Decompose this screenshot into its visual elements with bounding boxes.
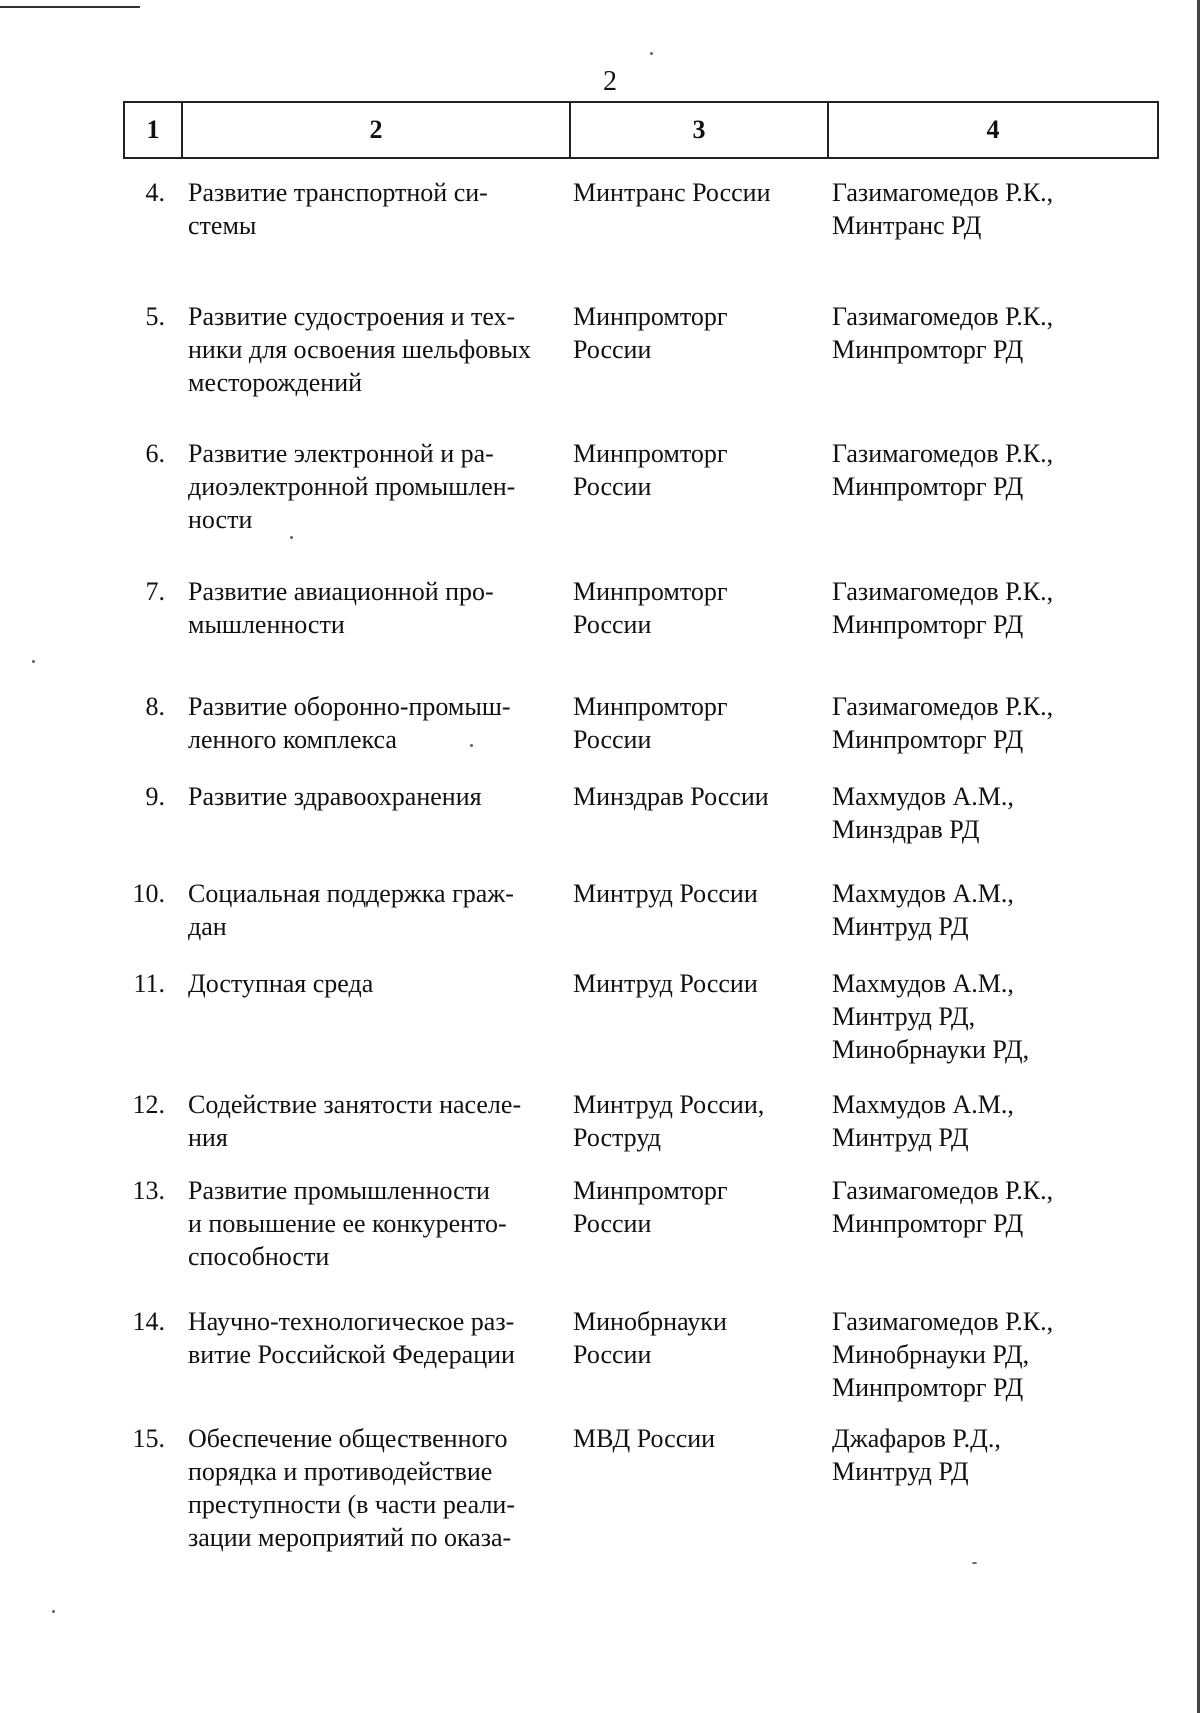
federal-executor-cell	[573, 967, 823, 1000]
program-name-line: диоэлектронной промышлен-	[188, 472, 516, 501]
header-col-1: 1	[124, 102, 182, 158]
federal-executor-line: России	[573, 725, 652, 754]
program-name-cell	[188, 877, 568, 943]
row-number: 10.	[132, 879, 165, 908]
regional-executor-cell	[832, 877, 1172, 943]
regional-executor-cell	[832, 300, 1172, 366]
program-name-line: Обеспечение общественного	[188, 1424, 508, 1453]
regional-executor-cell	[832, 780, 1172, 846]
federal-executor-line: России	[573, 1340, 652, 1369]
row-number: 13.	[132, 1176, 165, 1205]
federal-executor-line: России	[573, 610, 652, 639]
regional-executor-line: Газимагомедов Р.К.,	[832, 577, 1054, 606]
row-number: 7.	[145, 577, 165, 606]
regional-executor-line: Газимагомедов Р.К.,	[832, 1307, 1054, 1336]
program-name-line: способности	[188, 1242, 330, 1271]
federal-executor-line: Минтранс России	[573, 178, 771, 207]
program-name-cell	[188, 1422, 568, 1554]
program-name-line: ники для освоения шельфовых	[188, 335, 531, 364]
row-number: 6.	[145, 439, 165, 468]
header-col-4: 4	[828, 102, 1158, 158]
program-name-line: витие Российской Федерации	[188, 1340, 515, 1369]
regional-executor-cell	[832, 1088, 1172, 1154]
federal-executor-line: Роструд	[573, 1123, 661, 1152]
program-name-line: Социальная поддержка граж-	[188, 879, 514, 908]
program-name-line: ния	[188, 1123, 228, 1152]
scan-speck	[972, 1562, 977, 1564]
header-col-3: 3	[570, 102, 828, 158]
program-name-cell	[188, 967, 568, 1000]
row-number: 14.	[132, 1307, 165, 1336]
scan-speck	[470, 744, 473, 747]
federal-executor-cell	[573, 1305, 823, 1371]
regional-executor-line: Минпромторг РД	[832, 725, 1024, 754]
regional-executor-line: Газимагомедов Р.К.,	[832, 439, 1054, 468]
regional-executor-cell	[832, 967, 1172, 1066]
program-name-line: Развитие оборонно-промыш-	[188, 692, 511, 721]
federal-executor-cell	[573, 1422, 823, 1455]
regional-executor-line: Газимагомедов Р.К.,	[832, 692, 1054, 721]
federal-executor-line: Минобрнауки	[573, 1307, 727, 1336]
program-name-line: и повышение ее конкуренто-	[188, 1209, 507, 1238]
program-name-line: дан	[188, 912, 227, 941]
program-name-line: ленного комплекса	[188, 725, 397, 754]
program-name-line: преступности (в части реали-	[188, 1490, 515, 1519]
regional-executor-cell	[832, 1305, 1172, 1404]
federal-executor-line: Минпромторг	[573, 692, 728, 721]
program-name-cell	[188, 300, 568, 399]
federal-executor-cell	[573, 877, 823, 910]
row-number: 11.	[133, 969, 165, 998]
program-name-cell	[188, 1088, 568, 1154]
regional-executor-line: Газимагомедов Р.К.,	[832, 302, 1054, 331]
federal-executor-cell	[573, 780, 823, 813]
federal-executor-line: Минтруд России	[573, 969, 758, 998]
regional-executor-line: Минтруд РД	[832, 1457, 969, 1486]
federal-executor-line: Минтруд России	[573, 879, 758, 908]
program-name-line: Развитие промышленности	[188, 1176, 490, 1205]
federal-executor-line: Минпромторг	[573, 302, 728, 331]
regional-executor-line: Минпромторг РД	[832, 335, 1024, 364]
regional-executor-line: Махмудов А.М.,	[832, 879, 1014, 908]
federal-executor-line: России	[573, 1209, 652, 1238]
scan-speck	[290, 536, 293, 539]
regional-executor-line: Минтруд РД	[832, 912, 969, 941]
regional-executor-cell	[832, 690, 1172, 756]
federal-executor-cell	[573, 575, 823, 641]
row-number: 12.	[132, 1090, 165, 1119]
program-name-cell	[188, 780, 568, 813]
scan-speck	[650, 52, 653, 55]
header-col-2: 2	[182, 102, 570, 158]
regional-executor-line: Газимагомедов Р.К.,	[832, 178, 1054, 207]
federal-executor-cell	[573, 690, 823, 756]
program-name-line: Развитие судостроения и тех-	[188, 302, 516, 331]
program-name-line: Научно-технологическое раз-	[188, 1307, 515, 1336]
federal-executor-cell	[573, 1088, 823, 1154]
row-number: 8.	[145, 692, 165, 721]
regional-executor-line: Минпромторг РД	[832, 610, 1024, 639]
program-name-line: зации мероприятий по оказа-	[188, 1523, 512, 1552]
regional-executor-line: Минтруд РД	[832, 1123, 969, 1152]
regional-executor-line: Минпромторг РД	[832, 472, 1024, 501]
program-name-cell	[188, 176, 568, 242]
row-number: 4.	[145, 178, 165, 207]
federal-executor-cell	[573, 1174, 823, 1240]
program-name-line: Содействие занятости населе-	[188, 1090, 522, 1119]
row-number: 5.	[145, 302, 165, 331]
federal-executor-line: Минпромторг	[573, 439, 728, 468]
federal-executor-line: России	[573, 472, 652, 501]
regional-executor-cell	[832, 437, 1172, 503]
regional-executor-line: Газимагомедов Р.К.,	[832, 1176, 1054, 1205]
federal-executor-line: России	[573, 335, 652, 364]
regional-executor-line: Махмудов А.М.,	[832, 969, 1014, 998]
federal-executor-line: Минтруд России,	[573, 1090, 765, 1119]
program-name-line: стемы	[188, 211, 257, 240]
regional-executor-cell	[832, 575, 1172, 641]
program-name-line: Развитие электронной и ра-	[188, 439, 494, 468]
program-name-cell	[188, 1305, 568, 1371]
regional-executor-line: Минпромторг РД	[832, 1209, 1024, 1238]
scan-corner-line	[0, 6, 140, 8]
table-header	[123, 101, 1159, 159]
row-number: 9.	[145, 782, 165, 811]
program-name-cell	[188, 575, 568, 641]
federal-executor-line: Минпромторг	[573, 1176, 728, 1205]
federal-executor-line: Минздрав России	[573, 782, 769, 811]
scan-speck	[32, 660, 35, 663]
program-name-cell	[188, 690, 568, 756]
regional-executor-cell	[832, 176, 1172, 242]
program-name-line: месторождений	[188, 368, 363, 397]
regional-executor-cell	[832, 1174, 1172, 1240]
program-name-line: мышленности	[188, 610, 345, 639]
regional-executor-line: Минобрнауки РД,	[832, 1340, 1030, 1369]
regional-executor-line: Махмудов А.М.,	[832, 1090, 1014, 1119]
program-name-line: Развитие авиационной про-	[188, 577, 494, 606]
regional-executor-line: Минобрнауки РД,	[832, 1035, 1030, 1064]
regional-executor-line: Минтранс РД	[832, 211, 982, 240]
scan-speck	[52, 1610, 55, 1613]
regional-executor-line: Минпромторг РД	[832, 1373, 1024, 1402]
federal-executor-line: Минпромторг	[573, 577, 728, 606]
regional-executor-line: Минздрав РД	[832, 815, 980, 844]
federal-executor-cell	[573, 437, 823, 503]
program-name-line: порядка и противодействие	[188, 1457, 493, 1486]
regional-executor-line: Махмудов А.М.,	[832, 782, 1014, 811]
federal-executor-cell	[573, 300, 823, 366]
page-number: 2	[603, 66, 617, 97]
program-name-cell	[188, 1174, 568, 1273]
federal-executor-cell	[573, 176, 823, 209]
federal-executor-line: МВД России	[573, 1424, 716, 1453]
program-name-cell	[188, 437, 568, 536]
regional-executor-line: Джафаров Р.Д.,	[832, 1424, 1001, 1453]
program-name-line: Доступная среда	[188, 969, 374, 998]
regional-executor-line: Минтруд РД,	[832, 1002, 976, 1031]
program-name-line: ности	[188, 505, 253, 534]
program-name-line: Развитие здравоохранения	[188, 782, 482, 811]
regional-executor-cell	[832, 1422, 1172, 1488]
program-name-line: Развитие транспортной си-	[188, 178, 488, 207]
row-number: 15.	[132, 1424, 165, 1453]
